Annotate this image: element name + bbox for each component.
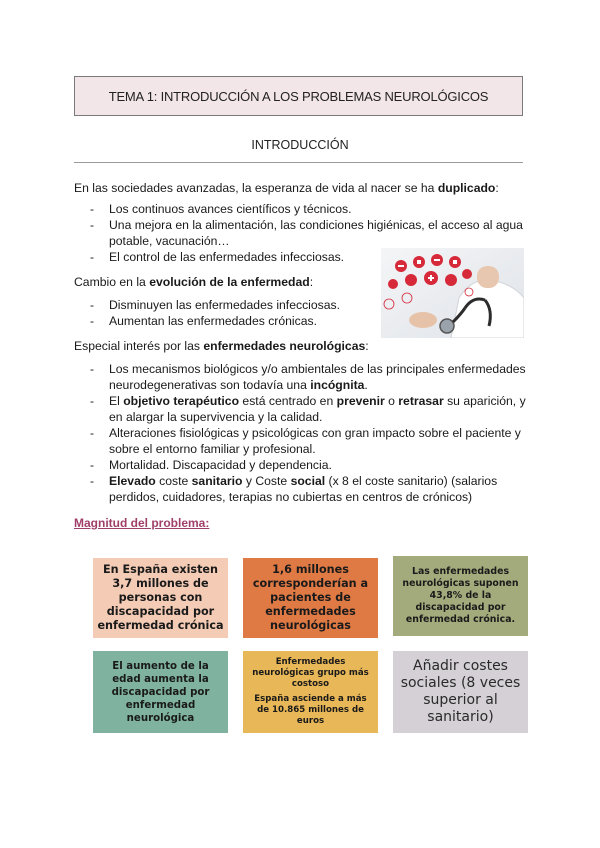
stat-card-spain: [93, 558, 228, 638]
stat-card-social-costs: [393, 651, 528, 733]
list-neuro: [90, 361, 530, 505]
list-bold: Elevado: [109, 474, 156, 488]
list-text: coste: [155, 474, 192, 488]
list-item: [90, 361, 530, 393]
paragraph-neuro-interest: [74, 338, 369, 354]
list-item: - Los continuos avances científicos y técnicos.: [90, 201, 530, 217]
list-evolution: [90, 297, 370, 329]
stat-card-text: Añadir costes sociales (8 veces superior al sanitario): [400, 658, 521, 725]
list-item: - Mortalidad. Discapacidad y dependencia.: [90, 457, 530, 473]
section-title: INTRODUCCIÓN: [251, 138, 349, 152]
list-item: - El control de las enfermedades infecciosas.: [90, 249, 530, 265]
list-text: (x 8 el coste sanitario) (salarios perdidos, cuidadores, terapias no cubiertas en centros de crónicos): [109, 474, 498, 504]
stat-card-text: El aumento de la edad aumenta la discapacidad por enfermedad neurológica: [111, 660, 210, 724]
list-text: Los mecanismos biológicos y/o ambientales de las principales enfermedades neurodegenerativas son todavía una: [109, 362, 526, 392]
divider: [74, 162, 523, 163]
paragraph-text: Especial interés por las: [74, 339, 204, 353]
doctor-stethoscope-image: [381, 248, 524, 338]
list-item: [90, 393, 530, 425]
section-heading-magnitud: Magnitud del problema:: [74, 516, 210, 530]
list-text: y Coste: [242, 474, 291, 488]
paragraph-life-expectancy: [74, 180, 499, 196]
list-text: El: [109, 394, 124, 408]
list-text: está centrado en: [239, 394, 337, 408]
page-title: TEMA 1: INTRODUCCIÓN A LOS PROBLEMAS NEUROLÓGICOS: [108, 88, 489, 104]
paragraph-bold: enfermedades neurológicas: [203, 339, 366, 353]
stat-card-text: 1,6 millones corresponderían a pacientes de enfermedades neurológicas: [252, 563, 369, 632]
stat-card-percentage: [393, 556, 528, 636]
paragraph-text: Cambio en la: [74, 275, 150, 289]
stat-card-neuro-patients: [243, 558, 378, 638]
list-text: .: [364, 378, 368, 392]
list-item: - Aumentan las enfermedades crónicas.: [90, 313, 370, 329]
list-bold: sanitario: [191, 474, 243, 488]
list-text: o: [384, 394, 399, 408]
stat-card-text: En España existen 3,7 millones de personas con discapacidad por enfermedad crónica: [97, 563, 224, 632]
list-bold: incógnita: [310, 378, 365, 392]
paragraph-bold: duplicado: [437, 181, 496, 195]
list-item: - Disminuyen las enfermedades infecciosas.: [90, 297, 370, 313]
paragraph-end: :: [365, 339, 369, 353]
paragraph-end: :: [309, 275, 314, 289]
list-text: su aparición, y en alargar la supervivencia y la calidad.: [109, 394, 526, 424]
list-item: - Una mejora en la alimentación, las condiciones higiénicas, el acceso al agua potable, vacunación…: [90, 217, 530, 249]
stat-card-age: [93, 651, 228, 733]
list-bold: prevenir: [336, 394, 385, 408]
paragraph-evolution: [74, 274, 313, 290]
paragraph-end: :: [495, 181, 499, 195]
list-bold: social: [290, 474, 326, 488]
list-bold: objetivo terapéutico: [123, 394, 240, 408]
page-title-box: [74, 76, 523, 116]
paragraph-text: En las sociedades avanzadas, la esperanza de vida al nacer se ha: [74, 181, 438, 195]
list-item: [90, 473, 530, 505]
paragraph-bold: evolución de la enfermedad: [149, 275, 310, 289]
stat-card-text: España asciende a más de 10.865 millones de euros: [254, 694, 367, 726]
list-item: - Alteraciones fisiológicas y psicológicas con gran impacto sobre el paciente y sobre el entorno familiar y profesional.: [90, 425, 530, 457]
list-bold: retrasar: [398, 394, 444, 408]
stat-card-text: Las enfermedades neurológicas suponen 43,8% de la discapacidad por enfermedad crónica.: [402, 566, 519, 625]
stat-card-cost: [243, 651, 378, 733]
stat-card-text: Enfermedades neurológicas grupo más costoso: [252, 657, 369, 689]
